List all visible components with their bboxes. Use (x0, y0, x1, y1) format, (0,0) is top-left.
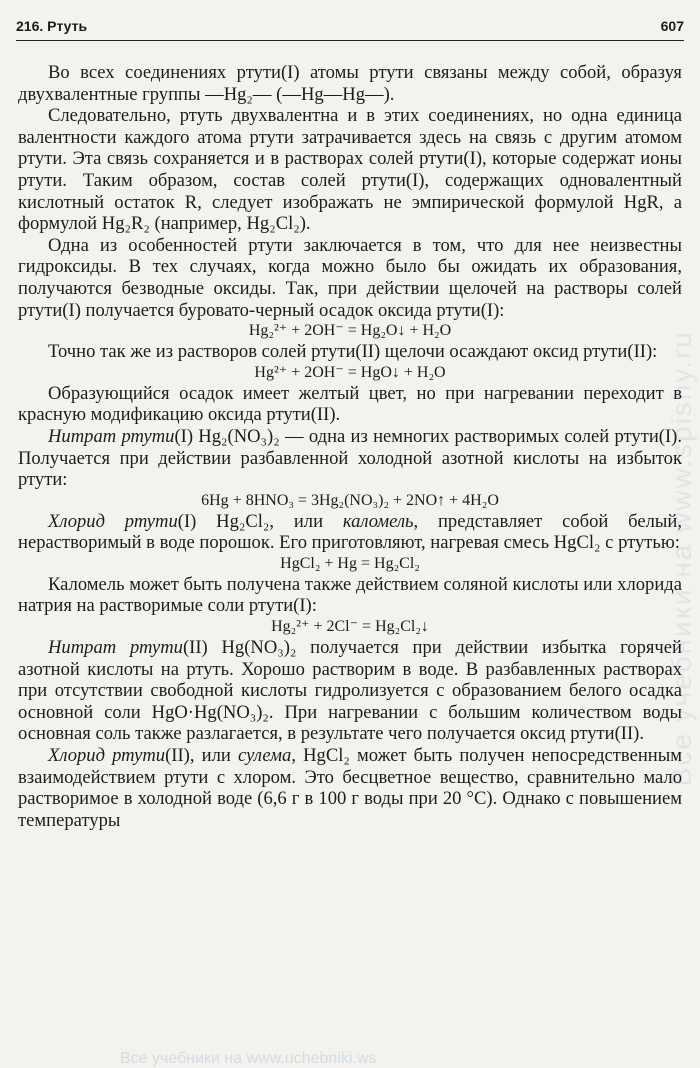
paragraph-text: (I) Hg₂Cl₂, или (177, 510, 343, 532)
term: Нитрат ртути (48, 637, 183, 659)
paragraph-text: (II), или (165, 745, 238, 767)
paragraph: Одна из особенностей ртути заключается в том, что для нее неизвестны гидроксиды. В тех случаях, когда можно было бы ожидать их образования, получаются безводные оксиды. Так, при действии щелочей на растворы солей ртути(I) получается буровато-черный осадок оксида ртути(I): (18, 234, 682, 321)
paragraph (18, 426, 682, 491)
paragraph: Во всех соединениях ртути(I) атомы ртути связаны между собой, образуя двухвалентные группы —Hg₂— (—Hg—Hg—). (18, 62, 682, 105)
equation: HgCl₂ + Hg = Hg₂Cl₂ (280, 554, 420, 572)
term: Хлорид ртути (48, 745, 166, 767)
paragraph (18, 637, 682, 745)
term: Нитрат ртути (48, 425, 175, 447)
side-watermark: Все учебники на www.spishy.ru (666, 330, 697, 787)
bottom-watermark: Все учебники на www.uchebniki.ws (120, 1050, 377, 1067)
paragraph: Образующийся осадок имеет желтый цвет, но при нагревании переходит в красную модификацию оксида ртути(II). (18, 382, 682, 426)
paragraph-text: , HgCl₂ может быть получен непосредственным взаимодействием ртути с хлором. Это бесцветное вещество, сравнительно мало растворимое в холодной воде (6,6 г в 100 г воды при 20 °С). Однако с повышением температуры (18, 745, 682, 831)
page-body (18, 62, 682, 831)
equation: Hg²⁺ + 2OH⁻ = HgO↓ + H₂O (254, 363, 446, 381)
section-title: 216. Ртуть (16, 18, 88, 34)
page-header (16, 14, 684, 41)
term: Хлорид ртути (48, 510, 178, 532)
paragraph-text: (I) Hg₂(NO₃)₂ — одна из немногих растворимых солей ртути(I). Получается при действии разбавленной холодной азотной кислоты на избыток ртути: (18, 425, 683, 491)
paragraph: Следовательно, ртуть двухвалентна и в этих соединениях, но одна единица валентности каждого атома ртути затрачивается здесь на связь с другим атомом ртути. Эта связь сохраняется и в растворах солей ртути(I), которые содержат ионы ртути. Таким образом, состав солей ртути(I), содержащих одновалентный кислотный остаток R, следует изображать не эмпирической формулой HgR, а формулой Hg₂R₂ (например, Hg₂Cl₂). (18, 105, 682, 235)
paragraph-text: (II) Hg(NO₃)₂ получается при действии избытка горячей азотной кислоты на ртуть. Хорошо растворим в воде. В разбавленных растворах при отсутствии свободной кислоты гидролизуется с образованием белого осадка основной соли HgO·Hg(NO₃)₂. При нагревании с большим количеством воды основная соль также разлагается, в результате чего получается оксид ртути(II). (18, 637, 682, 745)
term: сулема (237, 745, 292, 767)
equation: Hg₂²⁺ + 2Cl⁻ = Hg₂Cl₂↓ (271, 618, 429, 636)
paragraph: Каломель может быть получена также действием соляной кислоты или хлорида натрия на растворимые соли ртути(I): (18, 573, 682, 617)
paragraph (18, 745, 682, 831)
paragraph: Точно так же из растворов солей ртути(II) щелочи осаждают оксид ртути(II): (48, 341, 658, 363)
term: каломель (342, 510, 414, 532)
equation: Hg₂²⁺ + 2OH⁻ = Hg₂O↓ + H₂O (248, 322, 452, 340)
paragraph-text: , представляет собой белый, нерастворимый в воде порошок. Его приготовляют, нагревая смесь HgCl₂ с ртутью: (18, 510, 682, 554)
page-number: 607 (660, 18, 684, 34)
paragraph (18, 511, 682, 554)
equation: 6Hg + 8HNO₃ = 3Hg₂(NO₃)₂ + 2NO↑ + 4H₂O (201, 491, 499, 509)
